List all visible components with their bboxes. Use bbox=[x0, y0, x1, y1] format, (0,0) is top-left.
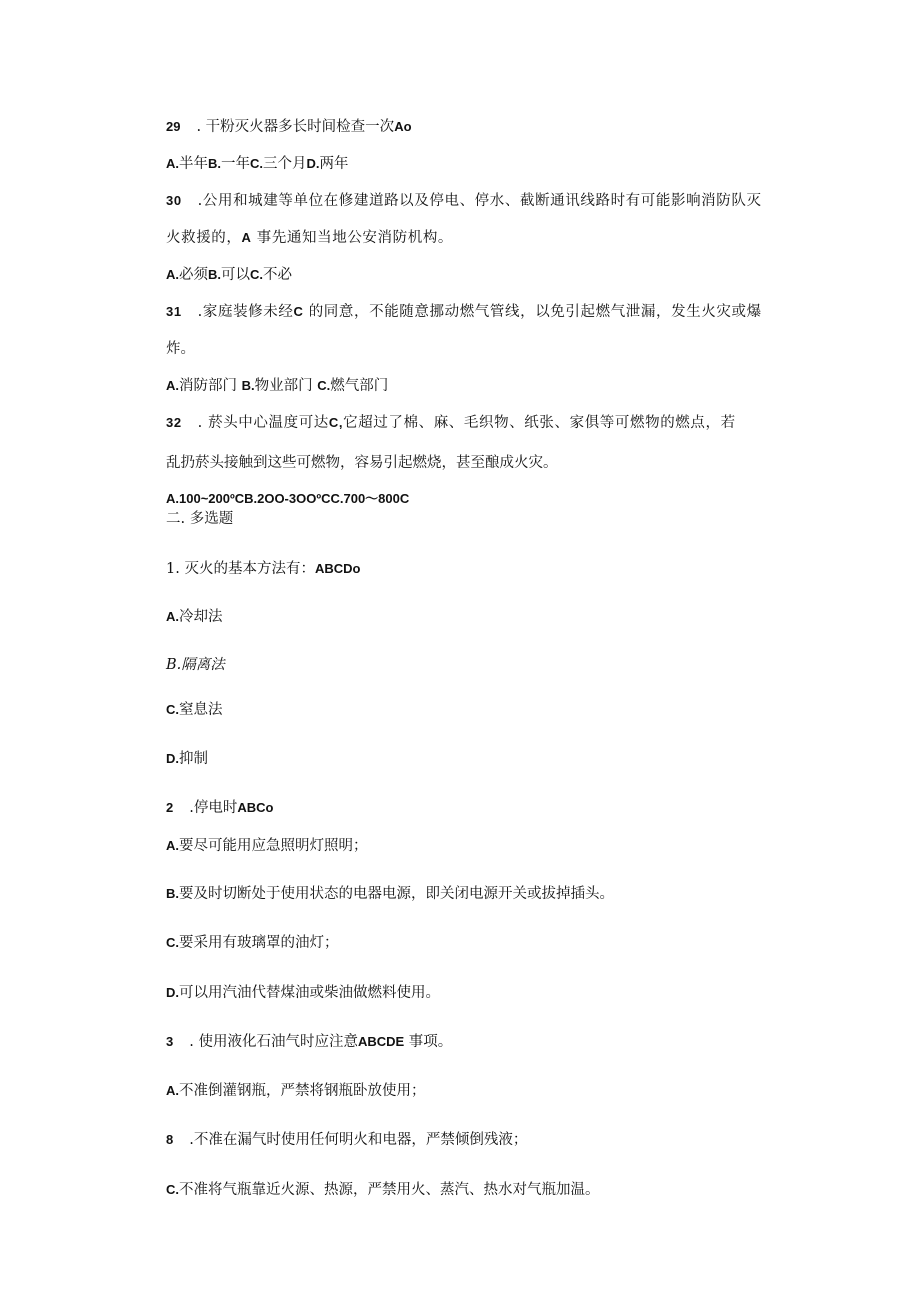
multi-question-3-option-c bbox=[166, 1180, 600, 1200]
section-title: 二. 多选题 bbox=[166, 511, 234, 527]
option-mark: C. bbox=[250, 156, 263, 171]
option-text: 消防部门 bbox=[179, 378, 237, 394]
option-text: 可以 bbox=[221, 267, 250, 283]
option-text: 燃气部门 bbox=[330, 378, 389, 394]
option-text: 要及时切断处于使用状态的电器电源，即关闭电源开关或拔掉插头。 bbox=[179, 886, 614, 902]
question-31-line2 bbox=[166, 339, 195, 359]
option-mark: A. bbox=[166, 267, 179, 282]
option-text: 必须 bbox=[179, 267, 208, 283]
option-text: 物业部门 bbox=[254, 378, 313, 394]
option-text: 要采用有玻璃罩的油灯； bbox=[179, 935, 339, 951]
option-mark: C. bbox=[317, 378, 331, 393]
multi-question-3-option-a bbox=[166, 1081, 426, 1101]
question-text: . 菸头中心温度可达 bbox=[197, 415, 329, 431]
question-text: .家庭装修未经 bbox=[197, 304, 294, 320]
option-text: 不准将气瓶靠近火源、热源，严禁用火、蒸汽、热水对气瓶加温。 bbox=[179, 1182, 600, 1198]
multi-question-1 bbox=[166, 559, 360, 579]
question-30 bbox=[166, 191, 762, 211]
option-mark: B. bbox=[208, 156, 221, 171]
option-mark: A. bbox=[166, 838, 179, 853]
option-text: 冷却法 bbox=[179, 609, 223, 625]
question-number: 32 bbox=[166, 415, 182, 430]
option-text: 可以用汽油代替煤油或柴油做燃料使用。 bbox=[179, 985, 440, 1001]
option-text: 不必 bbox=[263, 267, 292, 283]
question-30-options bbox=[166, 265, 292, 285]
option-text: 不准倒灌钢瓶，严禁将钢瓶卧放使用； bbox=[179, 1083, 426, 1099]
option-text: 一年 bbox=[221, 156, 250, 172]
option-text: 要尽可能用应急照明灯照明； bbox=[179, 838, 368, 854]
question-31-options bbox=[166, 376, 388, 396]
question-number: 30 bbox=[166, 193, 182, 208]
question-32 bbox=[166, 413, 736, 433]
option-text: 三个月 bbox=[263, 156, 307, 172]
answer-key: ABCo bbox=[237, 800, 274, 815]
option-mark: B. bbox=[208, 267, 221, 282]
question-text: 1. 灭火的基本方法有： bbox=[166, 561, 315, 577]
option-mark: A. bbox=[166, 1083, 179, 1098]
option-mark: C. bbox=[166, 1182, 179, 1197]
option-text: 抑制 bbox=[179, 751, 208, 767]
question-31 bbox=[166, 302, 762, 322]
multi-question-2-option-d bbox=[166, 983, 440, 1003]
multi-question-2-option-c bbox=[166, 933, 339, 953]
question-number: 29 bbox=[166, 119, 181, 134]
option-text: 半年 bbox=[179, 156, 208, 172]
option-mark: 8 bbox=[166, 1132, 174, 1147]
question-32-options bbox=[166, 489, 409, 509]
question-30-line2 bbox=[166, 228, 453, 248]
option-text: 两年 bbox=[319, 156, 349, 172]
multi-question-1-option-c bbox=[166, 700, 223, 720]
question-text: 它超过了棉、麻、毛织物、纸张、家俱等可燃物的燃点，若 bbox=[343, 415, 736, 431]
question-29-options bbox=[166, 154, 349, 174]
question-text: 乱扔菸头接触到这些可燃物，容易引起燃烧，甚至酿成火灾。 bbox=[166, 455, 558, 471]
question-text: . 干粉灭火器多长时间检查一次 bbox=[196, 119, 395, 135]
multi-question-1-option-a bbox=[166, 607, 223, 627]
question-number: 3 bbox=[166, 1034, 174, 1049]
question-text: 火救援的， bbox=[166, 230, 242, 246]
multi-question-1-option-d bbox=[166, 749, 208, 769]
answer-key: A bbox=[241, 230, 252, 245]
option-mark: C. bbox=[250, 267, 263, 282]
answer-key: ABCDE bbox=[357, 1034, 405, 1049]
option-mark: D. bbox=[166, 985, 179, 1000]
question-number: 31 bbox=[166, 304, 182, 319]
answer-key: C, bbox=[328, 415, 344, 430]
section-heading bbox=[166, 509, 233, 529]
question-text: .停电时 bbox=[189, 800, 238, 816]
option-text: 窒息法 bbox=[179, 702, 223, 718]
question-32-line2 bbox=[166, 453, 558, 473]
answer-key: ABCDo bbox=[314, 561, 361, 576]
question-number: 2 bbox=[166, 800, 174, 815]
option-mark: B. bbox=[241, 378, 255, 393]
option-mark: A. bbox=[166, 378, 179, 393]
option-mark: A. bbox=[166, 156, 179, 171]
multi-question-2-option-b bbox=[166, 884, 614, 904]
question-text: 事先通知当地公安消防机构。 bbox=[256, 230, 454, 246]
multi-question-3 bbox=[166, 1032, 452, 1052]
multi-question-1-option-b bbox=[166, 655, 225, 675]
option-list: A.100~200ºCB.2OO-3OOºCC.700～800C bbox=[166, 491, 410, 506]
question-text: .公用和城建等单位在修建道路以及停电、停水、截断通讯线路时有可能影响消防队灭 bbox=[197, 193, 762, 209]
answer-key: C bbox=[293, 304, 304, 319]
option-mark: D. bbox=[306, 156, 320, 171]
question-29 bbox=[166, 117, 412, 137]
question-text: 的同意，不能随意挪动燃气管线，以免引起燃气泄漏，发生火灾或爆 bbox=[308, 304, 762, 320]
multi-question-2-option-a bbox=[166, 836, 368, 856]
option-text: .不准在漏气时使用任何明火和电器，严禁倾倒残液； bbox=[189, 1132, 528, 1148]
multi-question-2 bbox=[166, 798, 273, 818]
question-text: 炸。 bbox=[166, 341, 195, 357]
option-mark: A. bbox=[166, 609, 179, 624]
option-text: B.隔离法 bbox=[166, 657, 225, 673]
option-mark: B. bbox=[166, 886, 179, 901]
option-mark: D. bbox=[166, 751, 179, 766]
multi-question-3-option-b bbox=[166, 1130, 527, 1150]
answer-key: Ao bbox=[394, 119, 412, 134]
question-text: . 使用液化石油气时应注意 bbox=[189, 1034, 358, 1050]
question-text: 事项。 bbox=[408, 1034, 453, 1050]
option-mark: C. bbox=[166, 702, 179, 717]
option-mark: C. bbox=[166, 935, 179, 950]
